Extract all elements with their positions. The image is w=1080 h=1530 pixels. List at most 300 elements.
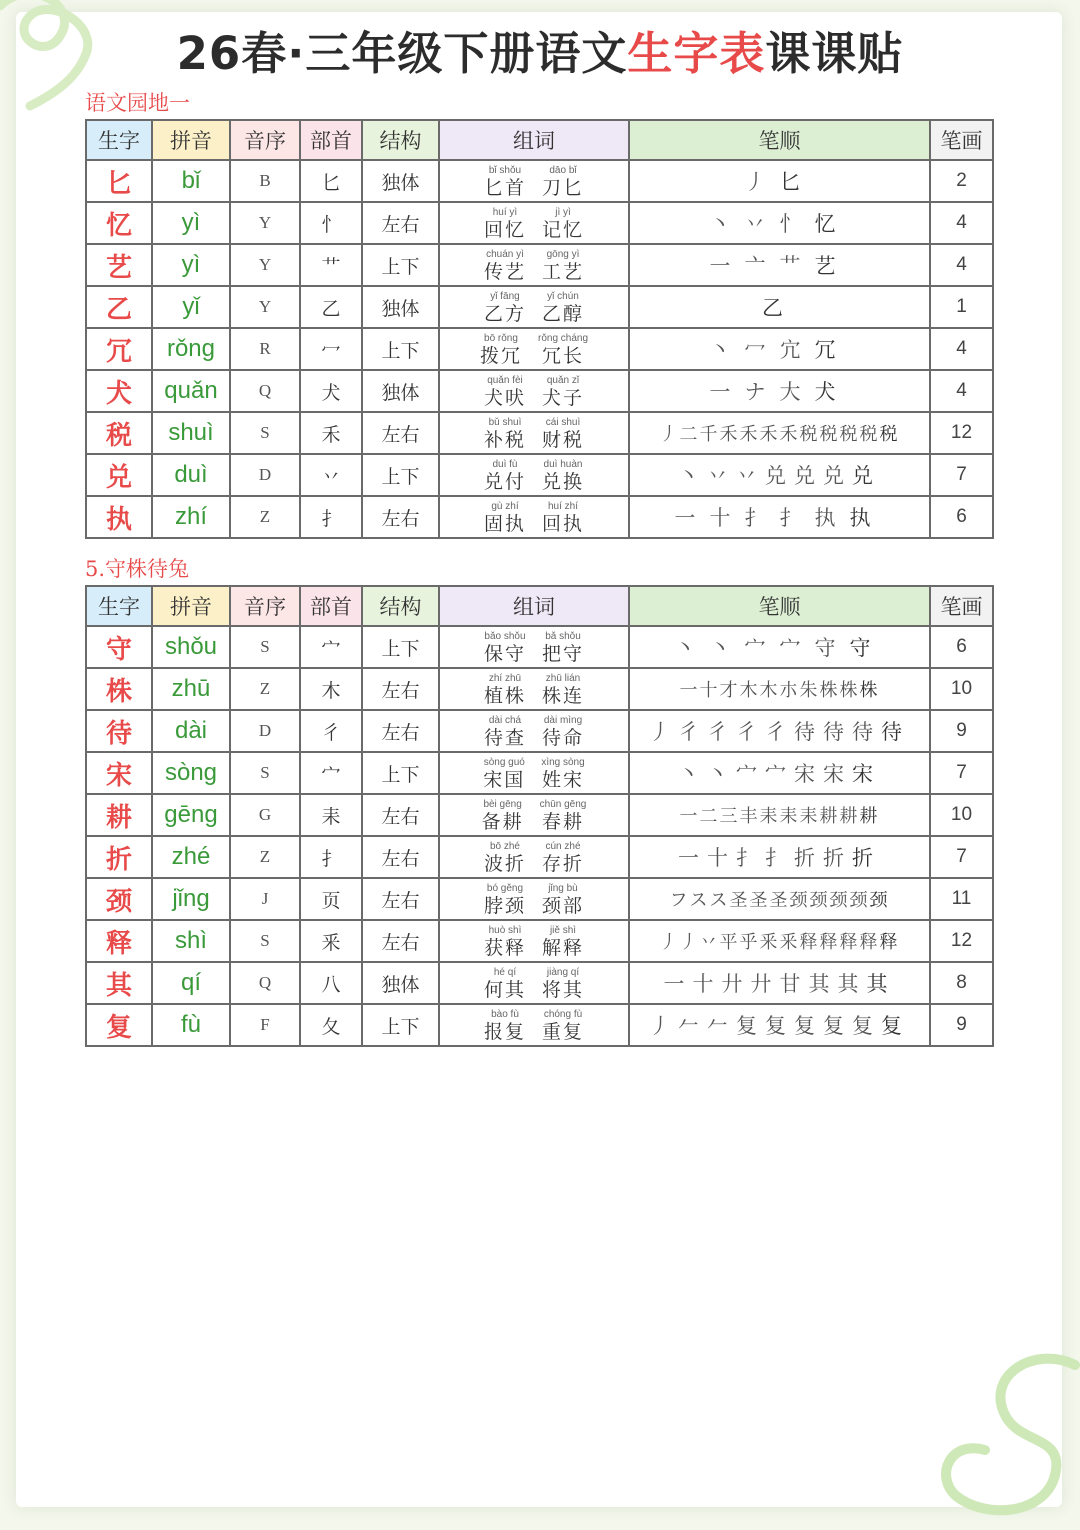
word-pair — [484, 924, 526, 959]
word-pair — [542, 500, 584, 535]
stroke-step: 守 — [849, 636, 871, 660]
stroke-step: 耕 — [819, 806, 838, 827]
stroke-step: 释 — [839, 932, 858, 953]
stroke-step: 待 — [794, 720, 815, 744]
stroke-order-cell — [629, 962, 930, 1004]
order-cell: D — [230, 710, 300, 752]
stroke-order-cell — [629, 496, 930, 538]
stroke-order-cell — [629, 328, 930, 370]
words-cell — [439, 202, 629, 244]
radical-cell: 耒 — [300, 794, 362, 836]
word-text: 财税 — [542, 428, 585, 451]
pinyin-cell: shǒu — [152, 626, 230, 668]
stroke-step: 株 — [819, 680, 838, 701]
char-cell: 艺 — [86, 244, 152, 286]
word-text: 备耕 — [481, 810, 524, 833]
table-row — [86, 962, 993, 1004]
structure-cell: 上下 — [362, 454, 439, 496]
stroke-step: 𠂉 — [707, 1014, 728, 1038]
stroke-step: 丷 — [707, 464, 728, 488]
title-highlight: 生字表 — [627, 27, 766, 80]
order-cell: D — [230, 454, 300, 496]
char-cell: 复 — [86, 1004, 152, 1046]
word-pair — [542, 374, 584, 409]
stroke-step: 一 — [663, 972, 685, 996]
stroke-step: 执 — [814, 506, 836, 530]
pinyin-cell: zhí — [152, 496, 230, 538]
table-row — [86, 412, 993, 454]
words-cell — [439, 920, 629, 962]
word-pinyin: huò shì — [488, 924, 522, 936]
pinyin-cell: qí — [152, 962, 230, 1004]
table-row — [86, 328, 993, 370]
stroke-step: 耕 — [839, 806, 858, 827]
radical-cell: 禾 — [300, 412, 362, 454]
word-pair — [484, 714, 526, 749]
stroke-step: 释 — [859, 932, 878, 953]
pinyin-cell: sòng — [152, 752, 230, 794]
stroke-step: 复 — [765, 1014, 786, 1038]
header-strokes: 笔顺 — [629, 586, 930, 626]
stroke-step: フ — [669, 890, 688, 911]
char-cell: 税 — [86, 412, 152, 454]
order-cell: R — [230, 328, 300, 370]
stroke-step: 丶 — [707, 762, 728, 786]
stroke-step: 待 — [852, 720, 873, 744]
structure-cell: 左右 — [362, 836, 439, 878]
paper-clip-icon — [925, 1345, 1080, 1530]
stroke-step: 冗 — [814, 338, 836, 362]
stroke-order-cell — [629, 794, 930, 836]
stroke-step: 十 — [699, 680, 718, 701]
word-pinyin: huí yì — [492, 206, 518, 218]
stroke-count-cell: 9 — [930, 1004, 993, 1046]
pinyin-cell: shì — [152, 920, 230, 962]
char-cell: 乙 — [86, 286, 152, 328]
structure-cell: 独体 — [362, 370, 439, 412]
word-pinyin: zhí zhū — [488, 672, 522, 684]
stroke-count-cell: 9 — [930, 710, 993, 752]
order-cell: J — [230, 878, 300, 920]
word-pinyin: bō zhé — [489, 840, 520, 852]
radical-cell: 犬 — [300, 370, 362, 412]
word-text: 株连 — [542, 684, 585, 707]
stroke-step: 丶 — [678, 762, 699, 786]
word-pair — [542, 164, 584, 199]
word-pinyin: sòng guó — [483, 756, 525, 768]
table-row — [86, 454, 993, 496]
stroke-step: 宋 — [823, 762, 844, 786]
word-text: 犬子 — [542, 386, 585, 409]
pinyin-cell: zhé — [152, 836, 230, 878]
structure-cell: 独体 — [362, 962, 439, 1004]
word-pinyin: bèi gēng — [483, 798, 522, 810]
stroke-step: 扌 — [744, 506, 766, 530]
stroke-step: 十 — [692, 972, 714, 996]
char-cell: 守 — [86, 626, 152, 668]
word-pair — [483, 756, 525, 791]
pinyin-cell: quǎn — [152, 370, 230, 412]
table-row — [86, 920, 993, 962]
stroke-step: 艹 — [779, 254, 801, 278]
stroke-step: 税 — [859, 424, 878, 445]
char-cell: 执 — [86, 496, 152, 538]
stroke-step: 释 — [819, 932, 838, 953]
stroke-step: 兑 — [823, 464, 844, 488]
stroke-step: 丿 — [659, 932, 678, 953]
stroke-step: 颈 — [869, 890, 888, 911]
stroke-step: 彳 — [765, 720, 786, 744]
word-text: 颈部 — [542, 894, 585, 917]
radical-cell: 冖 — [300, 328, 362, 370]
stroke-step: 丿 — [659, 424, 678, 445]
stroke-step: 复 — [881, 1014, 902, 1038]
char-cell: 耕 — [86, 794, 152, 836]
word-pair — [542, 630, 584, 665]
word-pinyin: jì yì — [555, 206, 571, 218]
char-table — [85, 119, 994, 539]
header-strokes: 笔顺 — [629, 120, 930, 160]
words-cell — [439, 626, 629, 668]
stroke-step: 圣 — [769, 890, 788, 911]
word-text: 获释 — [483, 936, 526, 959]
stroke-step: 三 — [719, 806, 738, 827]
stroke-step: 丶 — [709, 338, 731, 362]
stroke-order-cell — [629, 626, 930, 668]
structure-cell: 上下 — [362, 626, 439, 668]
structure-cell: 左右 — [362, 878, 439, 920]
char-cell: 其 — [86, 962, 152, 1004]
word-text: 待查 — [483, 726, 526, 749]
word-pair — [542, 290, 584, 325]
structure-cell: 左右 — [362, 794, 439, 836]
stroke-count-cell: 10 — [930, 794, 993, 836]
stroke-step: 待 — [881, 720, 902, 744]
stroke-step: ス — [689, 890, 708, 911]
stroke-step: 颈 — [809, 890, 828, 911]
header-order: 音序 — [230, 120, 300, 160]
word-pinyin: chūn gēng — [539, 798, 587, 810]
header-count: 笔画 — [930, 120, 993, 160]
radical-cell: 夂 — [300, 1004, 362, 1046]
table-row — [86, 794, 993, 836]
order-cell: S — [230, 412, 300, 454]
word-pair — [541, 756, 584, 791]
structure-cell: 独体 — [362, 160, 439, 202]
stroke-step: 一 — [709, 380, 731, 404]
stroke-step: 复 — [794, 1014, 815, 1038]
word-text: 传艺 — [483, 260, 526, 283]
word-pair — [542, 416, 584, 451]
stroke-step: 耒 — [799, 806, 818, 827]
stroke-step: 丰 — [739, 806, 758, 827]
stroke-step: 宀 — [736, 762, 757, 786]
stroke-order-cell — [629, 668, 930, 710]
stroke-step: 税 — [839, 424, 858, 445]
table-row — [86, 286, 993, 328]
order-cell: Z — [230, 668, 300, 710]
stroke-step: 一 — [679, 680, 698, 701]
word-text: 报复 — [483, 1020, 526, 1043]
words-cell — [439, 752, 629, 794]
stroke-count-cell: 8 — [930, 962, 993, 1004]
char-table — [85, 585, 994, 1047]
stroke-step: 其 — [866, 972, 888, 996]
word-text: 固执 — [483, 512, 526, 535]
header-char: 生字 — [86, 586, 152, 626]
stroke-step: 折 — [823, 846, 844, 870]
words-cell — [439, 286, 629, 328]
structure-cell: 左右 — [362, 710, 439, 752]
word-pair — [484, 164, 526, 199]
word-pinyin: duì huàn — [543, 458, 583, 470]
stroke-step: 其 — [837, 972, 859, 996]
words-cell — [439, 836, 629, 878]
order-cell: S — [230, 920, 300, 962]
stroke-step: 匕 — [779, 170, 801, 194]
stroke-step: 忄 — [779, 212, 801, 236]
word-pinyin: jiàng qí — [546, 966, 580, 978]
stroke-step: 宀 — [765, 762, 786, 786]
stroke-count-cell: 4 — [930, 244, 993, 286]
word-pinyin: gù zhí — [491, 500, 519, 512]
stroke-step: 扌 — [736, 846, 757, 870]
stroke-step: 颈 — [789, 890, 808, 911]
stroke-step: 税 — [819, 424, 838, 445]
word-text: 工艺 — [542, 260, 585, 283]
order-cell: Y — [230, 244, 300, 286]
word-pair — [542, 924, 584, 959]
stroke-step: ナ — [744, 380, 766, 404]
words-cell — [439, 710, 629, 752]
word-pair — [542, 248, 584, 283]
stroke-step: 朱 — [799, 680, 818, 701]
word-pinyin: quǎn fèi — [487, 374, 523, 386]
stroke-step: 宋 — [794, 762, 815, 786]
radical-cell: 丷 — [300, 454, 362, 496]
char-cell: 冗 — [86, 328, 152, 370]
stroke-order-cell — [629, 412, 930, 454]
word-text: 乙方 — [483, 302, 526, 325]
word-pair — [484, 672, 526, 707]
header-radical: 部首 — [300, 120, 362, 160]
header-words: 组词 — [439, 120, 629, 160]
stroke-step: 禾 — [719, 424, 738, 445]
radical-cell: 彳 — [300, 710, 362, 752]
word-pinyin: chuán yì — [486, 248, 524, 260]
stroke-step: 扌 — [779, 506, 801, 530]
word-pinyin: jǐng bù — [548, 882, 578, 894]
stroke-step: 木 — [759, 680, 778, 701]
word-text: 波折 — [483, 852, 526, 875]
word-text: 匕首 — [483, 176, 526, 199]
word-pinyin: bǎ shǒu — [545, 630, 581, 642]
table-row — [86, 244, 993, 286]
word-text: 拨冗 — [479, 344, 522, 367]
table-row — [86, 668, 993, 710]
pinyin-cell: rǒng — [152, 328, 230, 370]
structure-cell: 左右 — [362, 412, 439, 454]
stroke-order-cell — [629, 710, 930, 752]
table-row — [86, 496, 993, 538]
word-pair — [484, 248, 526, 283]
word-text: 脖颈 — [483, 894, 526, 917]
words-cell — [439, 878, 629, 920]
table-header-row — [86, 586, 993, 626]
stroke-step: 复 — [823, 1014, 844, 1038]
radical-cell: 釆 — [300, 920, 362, 962]
word-text: 姓宋 — [541, 768, 584, 791]
words-cell — [439, 328, 629, 370]
word-text: 将其 — [542, 978, 585, 1001]
stroke-step: 二 — [679, 424, 698, 445]
word-text: 重复 — [542, 1020, 585, 1043]
stroke-step: 一 — [709, 254, 731, 278]
section-title: 5.守株待兔 — [85, 557, 190, 581]
stroke-step: 释 — [879, 932, 898, 953]
stroke-count-cell: 6 — [930, 496, 993, 538]
word-pinyin: dài chá — [488, 714, 522, 726]
stroke-step: 乙 — [762, 296, 783, 320]
stroke-step: 忆 — [814, 212, 836, 236]
stroke-order-cell — [629, 878, 930, 920]
stroke-order-cell — [629, 244, 930, 286]
word-text: 回执 — [542, 512, 585, 535]
word-pair — [484, 374, 526, 409]
word-pinyin: bō rǒng — [484, 332, 518, 344]
stroke-step: 釆 — [759, 932, 778, 953]
stroke-step: 释 — [799, 932, 818, 953]
word-pinyin: yǐ fāng — [490, 290, 520, 302]
stroke-step: 丶 — [674, 636, 696, 660]
word-pinyin: jiě shì — [549, 924, 577, 936]
table-row — [86, 626, 993, 668]
char-cell: 待 — [86, 710, 152, 752]
char-cell: 释 — [86, 920, 152, 962]
pinyin-cell: zhū — [152, 668, 230, 710]
stroke-step: 折 — [852, 846, 873, 870]
stroke-step: 执 — [849, 506, 871, 530]
order-cell: B — [230, 160, 300, 202]
stroke-count-cell: 6 — [930, 626, 993, 668]
table-row — [86, 752, 993, 794]
stroke-step: 颈 — [829, 890, 848, 911]
order-cell: F — [230, 1004, 300, 1046]
word-pair — [538, 332, 588, 367]
words-cell — [439, 1004, 629, 1046]
stroke-step: 𠂉 — [678, 1014, 699, 1038]
header-char: 生字 — [86, 120, 152, 160]
stroke-step: 丿 — [679, 932, 698, 953]
stroke-step: 复 — [852, 1014, 873, 1038]
word-text: 把守 — [542, 642, 585, 665]
words-cell — [439, 370, 629, 412]
stroke-step: 廾 — [750, 972, 772, 996]
stroke-count-cell: 7 — [930, 836, 993, 878]
title-prefix: 26春·三年级下册语文 — [176, 27, 628, 80]
stroke-count-cell: 4 — [930, 202, 993, 244]
word-pair — [484, 206, 526, 241]
page-title — [0, 24, 1080, 84]
pinyin-cell: yì — [152, 202, 230, 244]
stroke-count-cell: 7 — [930, 454, 993, 496]
word-pinyin: bǔ shuì — [488, 416, 522, 428]
word-pinyin: cái shuì — [545, 416, 581, 428]
word-pinyin: bào fù — [491, 1008, 519, 1020]
table-row — [86, 202, 993, 244]
word-pinyin: chóng fù — [543, 1008, 583, 1020]
word-pair — [482, 798, 524, 833]
pinyin-cell: duì — [152, 454, 230, 496]
stroke-step: 丿 — [744, 170, 766, 194]
stroke-step: 亠 — [744, 254, 766, 278]
word-pinyin: zhū lián — [545, 672, 581, 684]
header-pinyin: 拼音 — [152, 120, 230, 160]
title-suffix: 课课贴 — [765, 27, 904, 80]
table-row — [86, 370, 993, 412]
words-cell — [439, 244, 629, 286]
word-text: 犬吠 — [483, 386, 526, 409]
char-cell: 犬 — [86, 370, 152, 412]
pinyin-cell: fù — [152, 1004, 230, 1046]
word-text: 保守 — [483, 642, 526, 665]
header-words: 组词 — [439, 586, 629, 626]
pinyin-cell: shuì — [152, 412, 230, 454]
stroke-step: 兑 — [765, 464, 786, 488]
stroke-step: 耒 — [759, 806, 778, 827]
word-pinyin: huí zhí — [547, 500, 579, 512]
word-pair — [484, 630, 526, 665]
stroke-step: 犬 — [814, 380, 836, 404]
radical-cell: 忄 — [300, 202, 362, 244]
stroke-step: 宀 — [744, 636, 766, 660]
word-pinyin: duì fù — [492, 458, 518, 470]
stroke-step: 千 — [699, 424, 718, 445]
order-cell: Q — [230, 962, 300, 1004]
order-cell: Z — [230, 836, 300, 878]
radical-cell: 扌 — [300, 836, 362, 878]
header-count: 笔画 — [930, 586, 993, 626]
word-pinyin: bó gěng — [486, 882, 524, 894]
header-radical: 部首 — [300, 586, 362, 626]
char-cell: 折 — [86, 836, 152, 878]
structure-cell: 上下 — [362, 752, 439, 794]
structure-cell: 上下 — [362, 244, 439, 286]
words-cell — [439, 160, 629, 202]
stroke-step: 宋 — [852, 762, 873, 786]
pinyin-cell: gēng — [152, 794, 230, 836]
table-row — [86, 160, 993, 202]
radical-cell: 匕 — [300, 160, 362, 202]
stroke-step: 复 — [736, 1014, 757, 1038]
stroke-step: 一 — [674, 506, 696, 530]
stroke-step: 二 — [699, 806, 718, 827]
radical-cell: 扌 — [300, 496, 362, 538]
stroke-step: 税 — [879, 424, 898, 445]
structure-cell: 左右 — [362, 496, 439, 538]
stroke-step: 平 — [719, 932, 738, 953]
stroke-step: 十 — [707, 846, 728, 870]
word-pair — [542, 206, 584, 241]
word-text: 乙醇 — [542, 302, 585, 325]
pinyin-cell: yì — [152, 244, 230, 286]
stroke-order-cell — [629, 1004, 930, 1046]
radical-cell: 木 — [300, 668, 362, 710]
char-cell: 株 — [86, 668, 152, 710]
order-cell: Q — [230, 370, 300, 412]
stroke-step: ス — [709, 890, 728, 911]
word-pair — [542, 1008, 584, 1043]
